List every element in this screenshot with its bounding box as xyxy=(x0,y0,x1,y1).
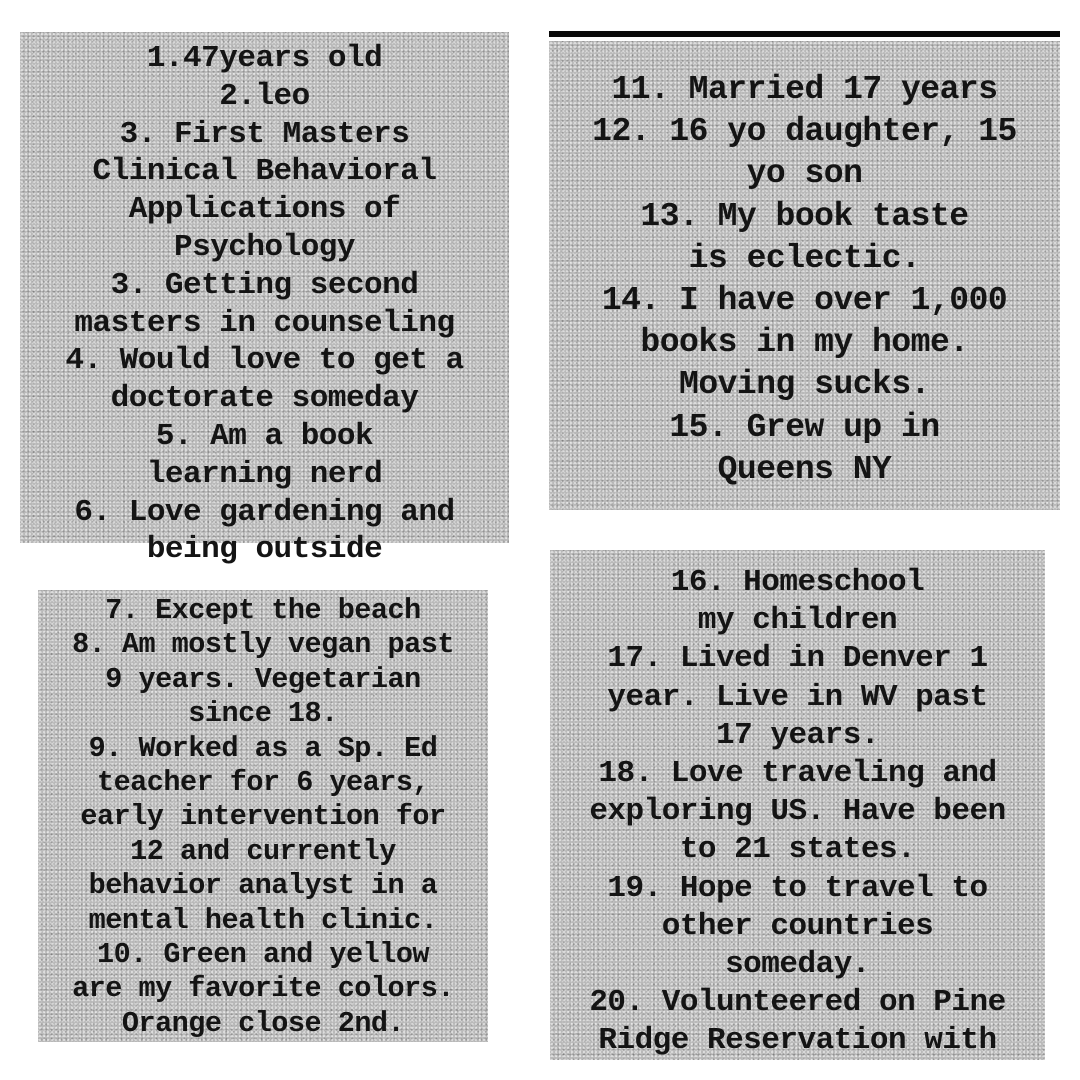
fact-line: teacher for 6 years, xyxy=(96,766,430,800)
fact-line: doctorate someday xyxy=(110,381,419,417)
fact-line: 15. Grew up in xyxy=(669,408,940,446)
fact-line: 8. Am mostly vegan past xyxy=(72,628,454,662)
fact-line: year. Live in WV past xyxy=(607,679,988,715)
fact-line: Clinical Behavioral xyxy=(92,154,437,190)
fact-line: other countries xyxy=(661,908,934,944)
fact-line: Orange close 2nd. xyxy=(121,1006,405,1040)
fact-line: 18. Love traveling and xyxy=(598,756,997,792)
fact-line: is eclectic. xyxy=(688,239,921,277)
fact-line: 2.leo xyxy=(219,78,310,114)
fact-line: learning nerd xyxy=(146,456,383,492)
fact-line: 9 years. Vegetarian xyxy=(105,662,421,696)
fact-line: early intervention for xyxy=(80,800,446,834)
fact-line: 14. I have over 1,000 xyxy=(601,282,1008,320)
panel-text-block xyxy=(20,40,509,569)
panel-text-block xyxy=(550,564,1045,1061)
fact-line: 9. Worked as a Sp. Ed xyxy=(88,731,438,765)
facts-panel-top-right xyxy=(549,41,1060,510)
fact-line: Ridge Reservation with xyxy=(598,1023,997,1059)
fact-line: mental health clinic. xyxy=(88,903,438,937)
fact-line: 13. My book taste xyxy=(640,197,969,235)
fact-line: behavior analyst in a xyxy=(88,869,438,903)
fact-line: 4. Would love to get a xyxy=(65,343,464,379)
fact-line: my children xyxy=(697,603,898,639)
fact-line: 5. Am a book xyxy=(155,418,374,454)
fact-line: 12. 16 yo daughter, 15 xyxy=(592,113,1017,151)
fact-line: 3. First Masters xyxy=(119,116,410,152)
fact-line: 20. Volunteered on Pine xyxy=(589,985,1006,1021)
panel-text-block xyxy=(549,69,1060,491)
fact-line: 10. Green and yellow xyxy=(96,938,430,972)
fact-line: someday. xyxy=(725,947,870,983)
facts-panel-bottom-left xyxy=(38,590,488,1042)
fact-line: to 21 states. xyxy=(679,832,916,868)
fact-line: 6. Love gardening and xyxy=(74,494,455,530)
fact-line: Queens NY xyxy=(717,450,892,488)
fact-line: exploring US. Have been xyxy=(589,794,1006,830)
fact-line: 3. Getting second xyxy=(110,267,419,303)
facts-panel-bottom-right xyxy=(550,550,1045,1060)
fact-line: 1.47years old xyxy=(146,41,383,76)
fact-line: 7. Except the beach xyxy=(105,594,421,627)
fact-line: books in my home. xyxy=(640,324,969,362)
fact-line: 11. Married 17 years xyxy=(611,71,998,108)
panel-text-block xyxy=(38,594,488,1041)
fact-line: 19. Hope to travel to xyxy=(607,870,988,906)
fact-line: yo son xyxy=(746,155,863,193)
fact-line: 17 years. xyxy=(716,717,879,753)
fact-line: since 18. xyxy=(188,697,338,731)
fact-line: 17. Lived in Denver 1 xyxy=(607,641,988,677)
fact-line: 16. Homeschool xyxy=(670,565,925,600)
divider-rule xyxy=(549,31,1060,37)
fact-line: 12 and currently xyxy=(130,834,396,868)
fact-line: being outside xyxy=(146,532,383,568)
fact-line: are my favorite colors. xyxy=(72,972,454,1006)
facts-panel-top-left xyxy=(20,32,509,568)
fact-line: Applications of xyxy=(128,192,401,228)
fact-line: Psychology xyxy=(173,229,356,265)
fact-line: Moving sucks. xyxy=(679,366,930,404)
fact-line: masters in counseling xyxy=(74,305,455,341)
